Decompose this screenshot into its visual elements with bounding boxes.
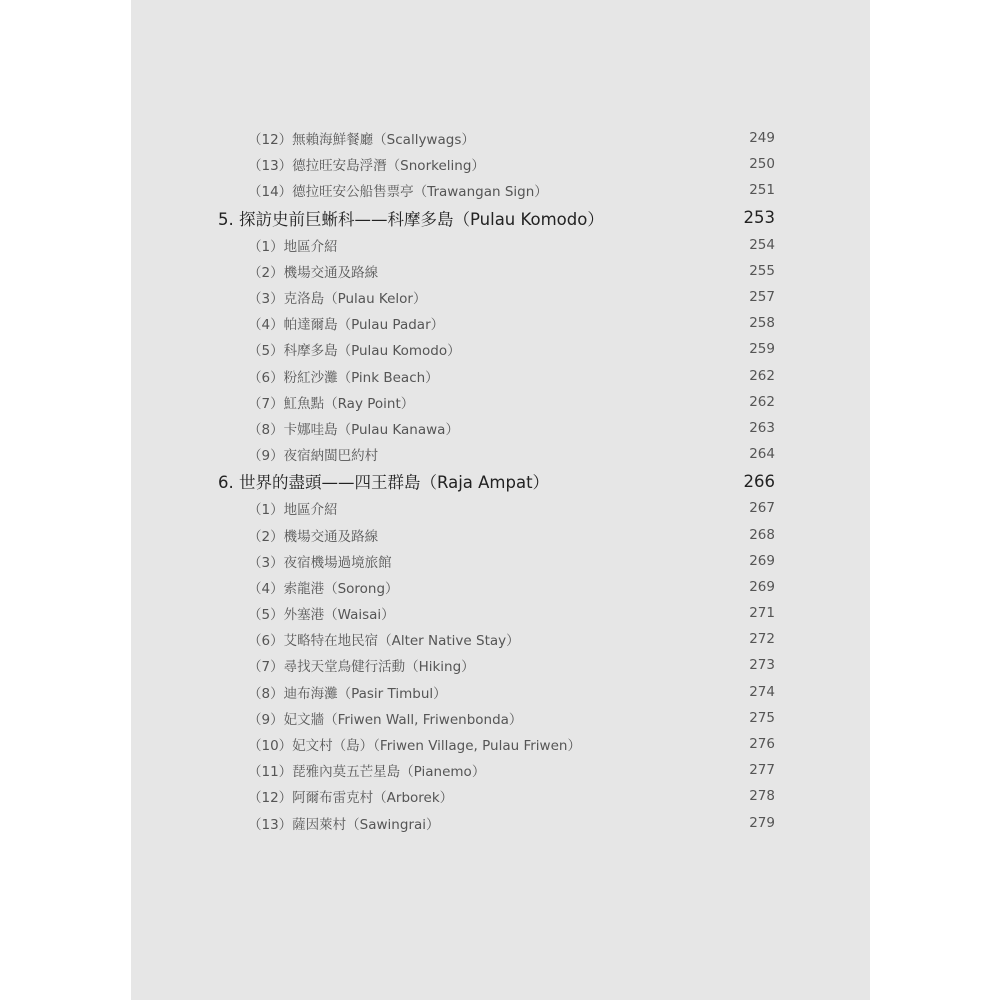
entry-title: （3）夜宿機場過境旅館 (248, 554, 392, 571)
toc-entry-row (218, 600, 775, 626)
toc-entry-row (218, 310, 775, 336)
page-number: 258 (749, 315, 775, 332)
page-number: 277 (749, 762, 775, 779)
entry-title: （14）德拉旺安公船售票亭（Trawangan Sign） (248, 184, 548, 201)
page-number: 255 (749, 262, 775, 279)
entry-title: （2）機場交通及路線 (248, 528, 379, 545)
entry-title: （7）尋找天堂鳥健行活動（Hiking） (248, 659, 475, 676)
page-number: 254 (749, 236, 775, 253)
entry-title: （13）德拉旺安島浮潛（Snorkeling） (248, 158, 485, 175)
entry-title: （3）克洛島（Pulau Kelor） (248, 291, 427, 308)
entry-title: （6）艾略特在地民宿（Alter Native Stay） (248, 633, 520, 650)
page-number: 263 (749, 419, 775, 436)
page-number: 266 (743, 471, 775, 491)
toc-entry-row (218, 177, 775, 203)
page-number: 273 (749, 657, 775, 674)
toc-entry-row (218, 574, 775, 600)
page-number: 251 (749, 182, 775, 199)
entry-title: （9）妃文牆（Friwen Wall, Friwenbonda） (248, 711, 523, 728)
page-number: 250 (749, 156, 775, 173)
page-number: 279 (749, 814, 775, 831)
toc-entry-row (218, 232, 775, 258)
entry-title: （12）無賴海鮮餐廳（Scallywags） (248, 132, 475, 149)
toc-entry-row (218, 731, 775, 757)
entry-title: （13）薩因萊村（Sawingrai） (248, 816, 440, 833)
toc-entry-row (218, 125, 775, 151)
page-number: 269 (749, 552, 775, 569)
page-number: 264 (749, 446, 775, 463)
toc-entry-row (218, 389, 775, 415)
entry-title: （5）外塞港（Waisai） (248, 607, 395, 624)
toc-chapter-row (218, 467, 775, 495)
toc-entry-row (218, 810, 775, 836)
page-number: 259 (749, 341, 775, 358)
page-number: 262 (749, 367, 775, 384)
toc-entry-row (218, 548, 775, 574)
toc-chapter-row (218, 204, 775, 232)
entry-title: （4）索龍港（Sorong） (248, 580, 399, 597)
page-number: 278 (749, 788, 775, 805)
entry-title: （1）地區介紹 (248, 238, 338, 255)
page-number: 262 (749, 393, 775, 410)
entry-title: （4）帕達爾島（Pulau Padar） (248, 317, 445, 334)
page-number: 276 (749, 736, 775, 753)
page-number: 253 (743, 208, 775, 228)
toc-entry-row (218, 284, 775, 310)
entry-title: （10）妃文村（島）（Friwen Village, Pulau Friwen） (248, 738, 581, 755)
page-number: 267 (749, 500, 775, 517)
entry-title: （8）卡娜哇島（Pulau Kanawa） (248, 421, 459, 438)
toc-entry-row (218, 415, 775, 441)
entry-title: （1）地區介紹 (248, 502, 338, 519)
entry-title: （8）迪布海灘（Pasir Timbul） (248, 685, 447, 702)
entry-title: （6）粉紅沙灘（Pink Beach） (248, 369, 439, 386)
entry-title: （11）琵雅內莫五芒星島（Pianemo） (248, 764, 486, 781)
toc-entry-row (218, 441, 775, 467)
toc-entry-row (218, 783, 775, 809)
entry-title: （7）魟魚點（Ray Point） (248, 395, 415, 412)
entry-title: （12）阿爾布雷克村（Arborek） (248, 790, 454, 807)
toc-entry-row (218, 258, 775, 284)
toc-entry-row (218, 757, 775, 783)
page-number: 268 (749, 526, 775, 543)
toc-entry-row (218, 652, 775, 678)
toc-entry-row (218, 363, 775, 389)
entry-title: （2）機場交通及路線 (248, 264, 379, 281)
entry-title: （9）夜宿納閩巴約村 (248, 448, 379, 465)
page-number: 272 (749, 631, 775, 648)
toc-entry-row (218, 521, 775, 547)
toc-entry-row (218, 679, 775, 705)
page-number: 274 (749, 683, 775, 700)
chapter-title: 6. 世界的盡頭——四王群島（Raja Ampat） (218, 473, 550, 493)
entry-title: （5）科摩多島（Pulau Komodo） (248, 343, 461, 360)
page-number: 269 (749, 578, 775, 595)
toc-entry-row (218, 705, 775, 731)
toc-entry-row (218, 495, 775, 521)
toc-entry-row (218, 151, 775, 177)
page-number: 257 (749, 289, 775, 306)
page-number: 271 (749, 605, 775, 622)
page-number: 249 (749, 130, 775, 147)
toc-entry-row (218, 626, 775, 652)
toc-entry-row (218, 336, 775, 362)
chapter-title: 5. 探訪史前巨蜥科——科摩多島（Pulau Komodo） (218, 209, 604, 229)
page-number: 275 (749, 709, 775, 726)
table-of-contents (218, 125, 775, 836)
